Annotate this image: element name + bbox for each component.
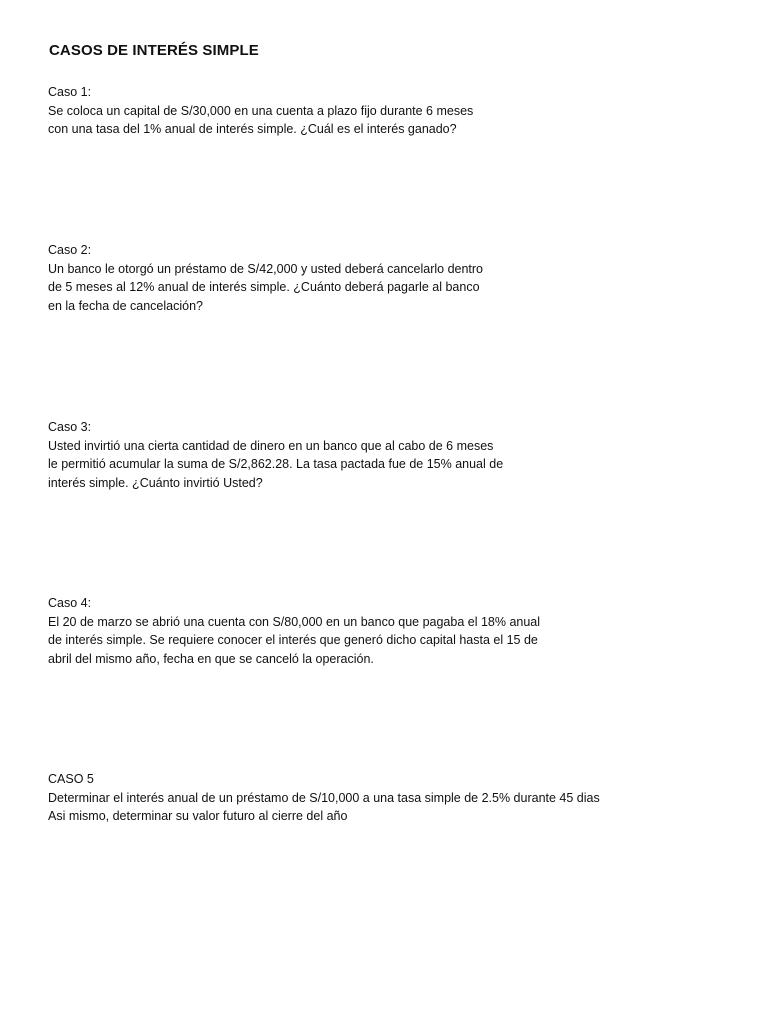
- page-title: CASOS DE INTERÉS SIMPLE: [49, 42, 259, 59]
- case-text-line: con una tasa del 1% anual de interés simple. ¿Cuál es el interés ganado?: [48, 122, 457, 136]
- case-text-line: Asi mismo, determinar su valor futuro al cierre del año: [48, 809, 348, 823]
- case-heading: Caso 1:: [48, 85, 92, 99]
- case-1: [48, 83, 473, 139]
- case-3: [48, 418, 503, 492]
- case-text-line: El 20 de marzo se abrió una cuenta con S/80,000 en un banco que pagaba el 18% anual: [48, 614, 541, 629]
- case-2: [48, 241, 483, 315]
- case-heading: CASO 5: [48, 772, 94, 786]
- case-heading: Caso 4:: [48, 596, 92, 610]
- case-5: [48, 770, 600, 826]
- case-text-line: abril del mismo año, fecha en que se canceló la operación.: [48, 651, 374, 666]
- case-text-line: interés simple. ¿Cuánto invirtió Usted?: [48, 475, 263, 490]
- case-text-line: Se coloca un capital de S/30,000 en una cuenta a plazo fijo durante 6 meses: [48, 103, 474, 118]
- case-text-line: Determinar el interés anual de un préstamo de S/10,000 a una tasa simple de 2.5% durante 45 dias: [48, 790, 600, 805]
- case-heading: Caso 3:: [48, 420, 92, 434]
- case-text-line: en la fecha de cancelación?: [48, 298, 203, 313]
- case-text-line: Usted invirtió una cierta cantidad de dinero en un banco que al cabo de 6 meses: [48, 438, 494, 453]
- case-text-line: Un banco le otorgó un préstamo de S/42,000 y usted deberá cancelarlo dentro: [48, 261, 484, 276]
- case-text-line: de 5 meses al 12% anual de interés simple. ¿Cuánto deberá pagarle al banco: [48, 280, 480, 294]
- case-heading: Caso 2:: [48, 243, 92, 257]
- case-4: [48, 594, 540, 668]
- case-text-line: de interés simple. Se requiere conocer el interés que generó dicho capital hasta el 15 de: [48, 633, 538, 647]
- case-text-line: le permitió acumular la suma de S/2,862.28. La tasa pactada fue de 15% anual de: [48, 457, 504, 471]
